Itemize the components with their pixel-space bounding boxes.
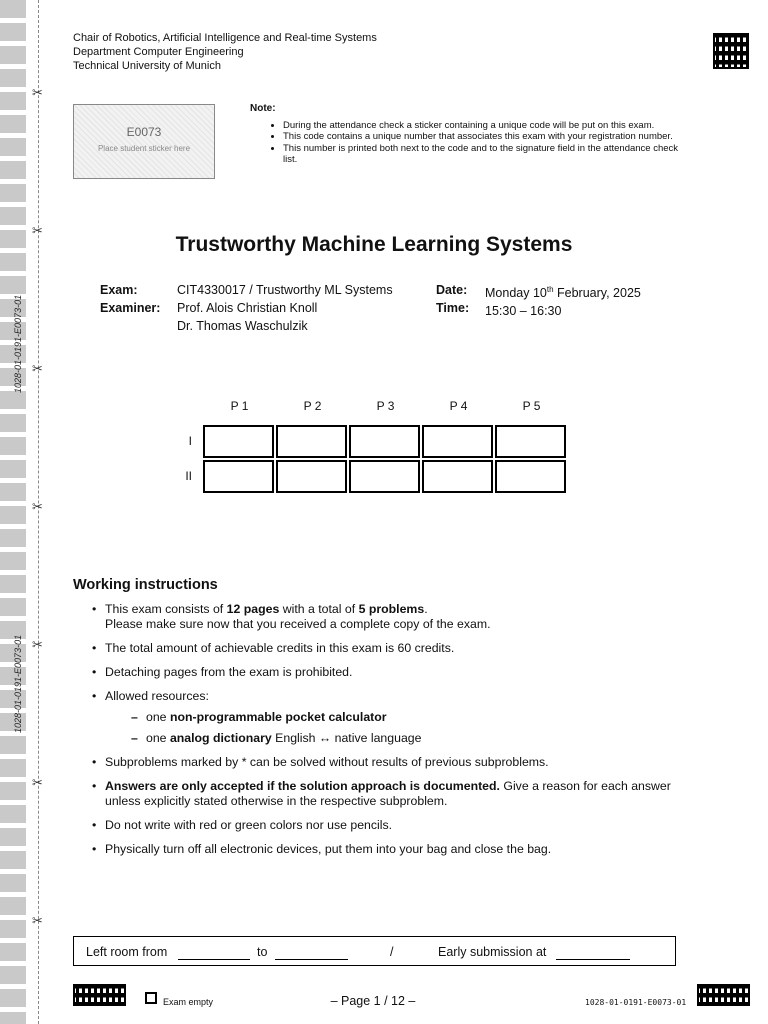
institution-header	[73, 31, 377, 73]
score-cell	[422, 425, 493, 458]
date-value: Monday 10th February, 2025	[485, 285, 641, 301]
score-cell	[203, 425, 274, 458]
exam-label: Exam:	[100, 283, 138, 297]
examiner-label: Examiner:	[100, 301, 161, 315]
qr-code-icon	[713, 33, 749, 69]
sticker-code: E0073	[126, 125, 162, 139]
scissors-icon: ✂	[32, 637, 43, 652]
to-label: to	[257, 945, 268, 959]
barcode-icon	[73, 984, 126, 1006]
scissors-icon: ✂	[32, 499, 43, 514]
problem-column-header: P 4	[449, 399, 468, 413]
problem-column-header: P 5	[522, 399, 541, 413]
row-label: II	[185, 469, 192, 483]
exam-empty-checkbox[interactable]	[145, 992, 157, 1004]
date-time-values	[485, 281, 641, 320]
time-value: 15:30 – 16:30	[485, 304, 562, 319]
row-label: I	[188, 434, 192, 448]
side-exam-code: 1028-01-0191-E0073-01	[13, 294, 23, 393]
separator: /	[390, 945, 394, 959]
university-name: Technical University of Munich	[73, 60, 221, 72]
note-label: Note:	[250, 103, 276, 114]
score-cell	[203, 460, 274, 493]
scissors-icon: ✂	[32, 361, 43, 376]
barcode-icon	[697, 984, 750, 1006]
exam-info-labels	[100, 281, 160, 317]
note-item: • During the attendance check a sticker containing a unique code will be put on this exam.	[283, 120, 680, 132]
date-label: Date:	[436, 283, 468, 297]
exam-code: 1028-01-0191-E0073-01	[585, 998, 687, 1007]
score-cell	[349, 425, 420, 458]
early-submission-field[interactable]	[556, 959, 630, 960]
scissors-icon: ✂	[32, 85, 43, 100]
allowed-resource: – one non-programmable pocket calculator	[131, 710, 387, 724]
examiner-name: Prof. Alois Christian Knoll	[177, 301, 318, 315]
attendance-note	[250, 103, 680, 166]
score-cell	[349, 460, 420, 493]
department-name: Department Computer Engineering	[73, 46, 244, 58]
instruction-item: • Detaching pages from the exam is prohibited.	[92, 665, 680, 680]
allowed-resource: – one analog dictionary English ↔ native language	[131, 731, 422, 745]
left-room-label: Left room from	[86, 945, 168, 959]
time-label: Time:	[436, 301, 470, 315]
exam-empty-label: Exam empty	[163, 997, 214, 1007]
problem-column-header: P 1	[230, 399, 249, 413]
instruction-item: • Allowed resources: – one non-programmable pocket calculator – one analog dictionary English ↔ native language	[92, 689, 680, 746]
problem-column-header: P 2	[303, 399, 322, 413]
scissors-icon: ✂	[32, 223, 43, 238]
sticker-placeholder: Place student sticker here	[97, 144, 191, 153]
instruction-item: • Do not write with red or green colors nor use pencils.	[92, 818, 680, 833]
examiner-name: Dr. Thomas Waschulzik	[177, 319, 308, 333]
side-exam-code: 1028-01-0191-E0073-01	[13, 634, 23, 733]
instructions-heading: Working instructions	[73, 577, 218, 593]
left-room-time-field[interactable]	[178, 959, 250, 960]
exam-title: Trustworthy Machine Learning Systems	[175, 233, 573, 256]
scissors-icon: ✂	[32, 913, 43, 928]
instructions-list	[92, 602, 680, 866]
score-cell	[276, 460, 347, 493]
early-submission-label: Early submission at	[438, 945, 547, 959]
exam-info-values	[177, 281, 393, 335]
note-item: • This number is printed both next to the code and to the signature field in the attendance check list.	[283, 143, 680, 166]
instruction-item: • Subproblems marked by * can be solved without results of previous subproblems.	[92, 755, 680, 770]
return-time-field[interactable]	[275, 959, 348, 960]
exam-value: CIT4330017 / Trustworthy ML Systems	[177, 283, 393, 297]
score-cell	[495, 425, 566, 458]
perforation-strip	[0, 0, 26, 1024]
score-cell	[495, 460, 566, 493]
scissors-icon: ✂	[32, 775, 43, 790]
chair-name: Chair of Robotics, Artificial Intelligence and Real-time Systems	[73, 32, 377, 44]
instruction-item: • Physically turn off all electronic devices, put them into your bag and close the bag.	[92, 842, 680, 857]
score-cell	[422, 460, 493, 493]
instruction-item: • The total amount of achievable credits in this exam is 60 credits.	[92, 641, 680, 656]
leave-room-box	[73, 936, 676, 966]
problem-column-header: P 3	[376, 399, 395, 413]
page-number: – Page 1 / 12 –	[330, 994, 416, 1008]
instruction-item: • This exam consists of 12 pages with a total of 5 problems. Please make sure now that you received a complete copy of the exam.	[92, 602, 680, 632]
student-sticker-field	[73, 104, 215, 179]
instruction-item: • Answers are only accepted if the solution approach is documented. Give a reason for each answer unless explicitly stated otherwise in the respective subproblem.	[92, 779, 680, 809]
date-time-labels	[436, 281, 469, 317]
score-cell	[276, 425, 347, 458]
note-item: • This code contains a unique number that associates this exam with your registration number.	[283, 131, 680, 143]
